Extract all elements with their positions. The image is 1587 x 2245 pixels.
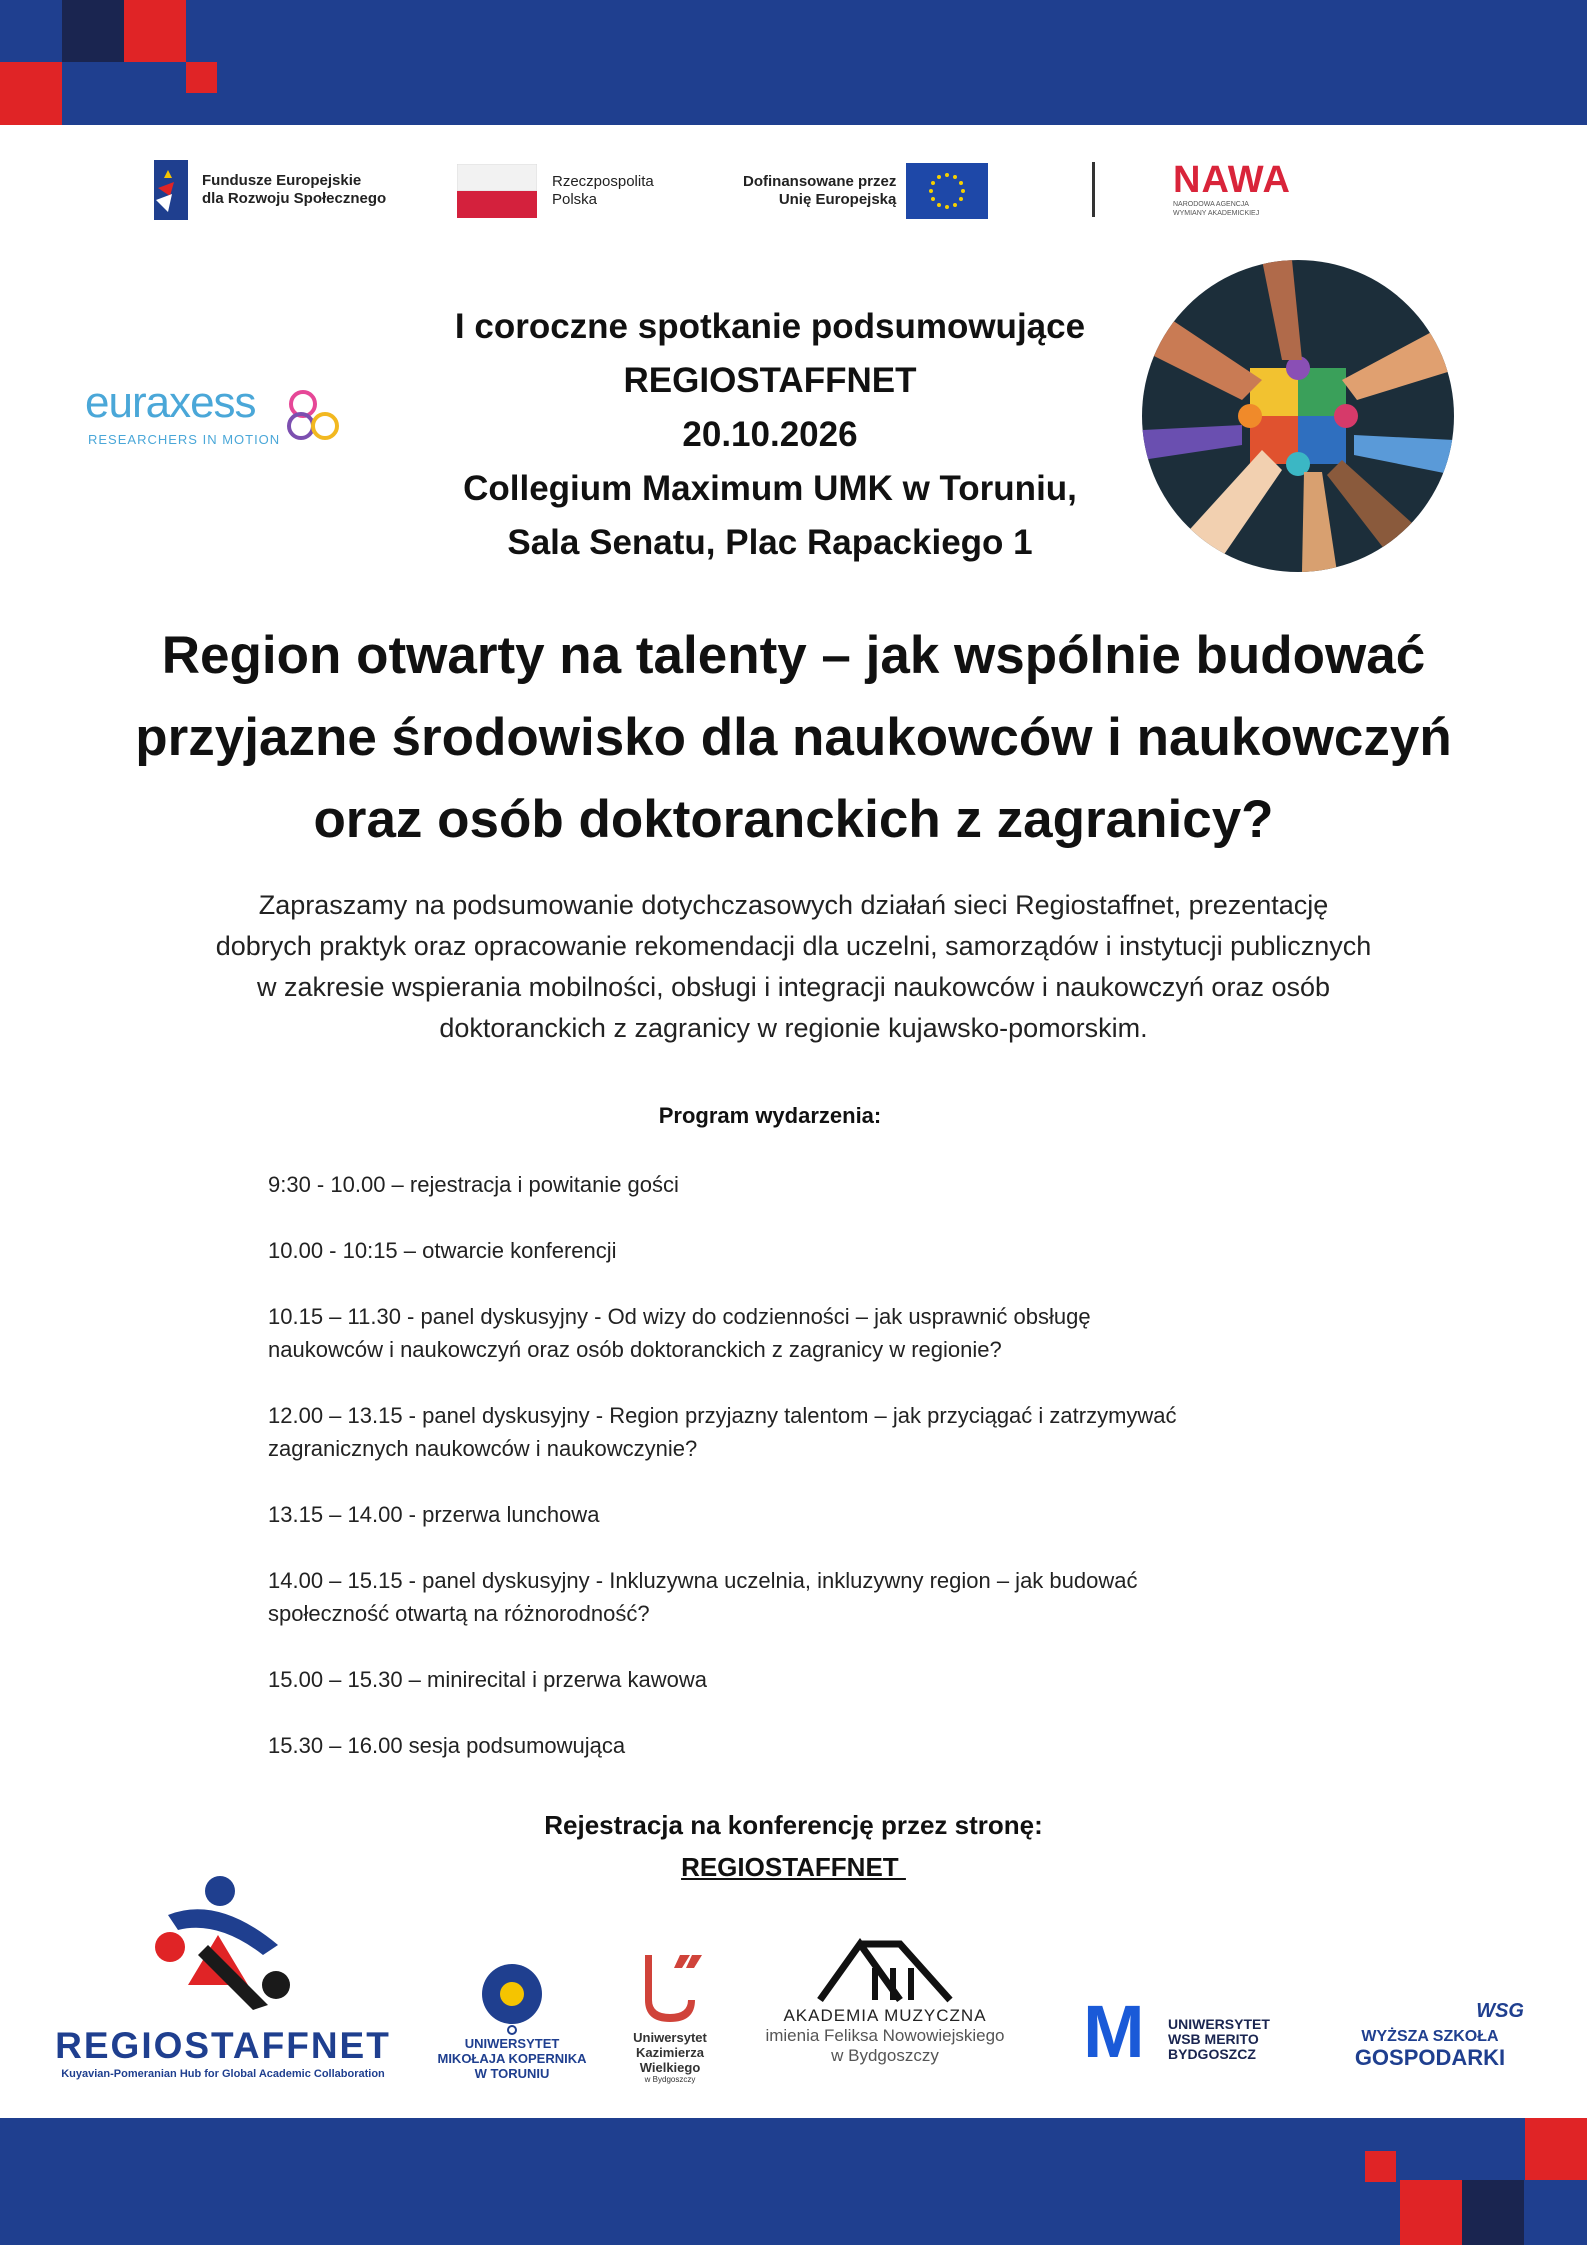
bottom-band: [0, 2118, 1587, 2245]
ukw-emblem-icon: [630, 1950, 710, 2030]
intro-line: Zapraszamy na podsumowanie dotychczasowych działań sieci Regiostaffnet, prezentację: [258, 890, 1329, 920]
intro-line: dobrych praktyk oraz opracowanie rekomendacji dla uczelni, samorządów i instytucji publicznych: [215, 931, 1372, 961]
registration-link[interactable]: REGIOSTAFFNET: [681, 1852, 906, 1882]
ue-label: Dofinansowane przez Unię Europejską: [743, 173, 897, 208]
intro-line: doktoranckich z zagranicy w regionie kujawsko-pomorskim.: [439, 1013, 1148, 1043]
decor-square: [1400, 2180, 1462, 2245]
top-band: [0, 0, 1587, 125]
euraxess-wordmark: euraxess: [85, 378, 256, 427]
logo-separator: [1092, 162, 1095, 217]
am-emblem-icon: [815, 1938, 955, 2006]
decor-square: [1462, 2180, 1524, 2245]
euraxess-tagline: RESEARCHERS IN MOTION: [88, 432, 281, 447]
ukw-logo: [620, 1950, 720, 2084]
event-date: 20.10.2026: [682, 415, 858, 454]
main-title: [80, 615, 1507, 861]
rp-logo: [457, 164, 654, 218]
main-title-line: oraz osób doktoranckich z zagranicy?: [313, 790, 1274, 849]
program-item: 13.15 – 14.00 - przerwa lunchowa: [268, 1502, 600, 1527]
euraxess-rings-icon: [285, 386, 345, 444]
decor-square: [62, 0, 124, 62]
registration-label: Rejestracja na konferencję przez stronę:: [544, 1810, 1043, 1840]
event-venue: Collegium Maximum UMK w Toruniu,: [463, 469, 1077, 508]
euraxess-logo: [85, 378, 355, 458]
program-item: 14.00 – 15.15 - panel dyskusyjny - Inkluzywna uczelnia, inkluzywny region – jak budować społeczność otwartą na różnorodność?: [268, 1568, 1138, 1626]
decor-square: [1365, 2151, 1396, 2182]
regiostaffnet-wordmark: REGIOSTAFFNET: [55, 2025, 391, 2066]
network-name: REGIOSTAFFNET: [623, 361, 917, 400]
event-header: [380, 300, 1160, 570]
wsg-top-text: WYŻSZA SZKOŁA: [1361, 2028, 1499, 2045]
intro-paragraph: [130, 885, 1457, 1049]
poland-flag-icon: [457, 164, 537, 218]
am-name: AKADEMIA MUZYCZNA: [783, 2006, 987, 2025]
intro-line: w zakresie wspierania mobilności, obsługi i integracji naukowców i naukowczyń oraz osób: [256, 972, 1330, 1002]
program-item: 10.00 - 10:15 – otwarcie konferencji: [268, 1238, 617, 1263]
wsb-merito-logo: [1083, 1990, 1303, 2073]
program-item: 15.30 – 16.00 sesja podsumowująca: [268, 1733, 626, 1758]
program-item: 9:30 - 10.00 – rejestracja i powitanie gości: [268, 1172, 679, 1197]
umk-emblem-icon: [477, 1962, 547, 2036]
regiostaffnet-tagline: Kuyavian-Pomeranian Hub for Global Academic Collaboration: [61, 2068, 385, 2080]
main-title-line: przyjazne środowisko dla naukowców i naukowczyń: [135, 708, 1452, 767]
program-item: 15.00 – 15.30 – minirecital i przerwa kawowa: [268, 1667, 708, 1692]
decor-square: [1525, 2118, 1587, 2180]
am-logo: [740, 1938, 1030, 2066]
nava-logo: [1173, 160, 1291, 218]
wsg-bottom-text: GOSPODARKI: [1354, 2045, 1506, 2070]
nava-wordmark: NAWA: [1173, 159, 1291, 201]
am-subtitle: imienia Feliksa Nowowiejskiego w Bydgoszczy: [765, 2026, 1005, 2065]
ukw-name: Uniwersytet Kazimierza Wielkiego: [633, 2030, 707, 2075]
eu-flag-icon: [906, 163, 988, 219]
program-item: 10.15 – 11.30 - panel dyskusyjny - Od wizy do codzienności – jak usprawnić obsługę naukowców i naukowczyń oraz osób doktoranckich z zagranicy w regionie?: [268, 1304, 1091, 1362]
program-item: 12.00 – 13.15 - panel dyskusyjny - Region przyjazny talentom – jak przyciągać i zatrzymywać zagranicznych naukowców i naukowczynie?: [268, 1403, 1177, 1461]
nava-subtitle: NARODOWA AGENCJA WYMIANY AKADEMICKIEJ: [1173, 201, 1260, 217]
main-title-line: Region otwarty na talenty – jak wspólnie budować: [161, 626, 1426, 685]
regiostaffnet-logo: [48, 1875, 398, 2085]
umk-name: UNIWERSYTET MIKOŁAJA KOPERNIKA W TORUNIU: [437, 2036, 587, 2081]
decor-square: [124, 0, 186, 62]
program-heading: Program wydarzenia:: [658, 1103, 882, 1128]
event-address: Sala Senatu, Plac Rapackiego 1: [507, 523, 1033, 562]
fe-flag-icon: [150, 156, 192, 224]
fe-label: Fundusze Europejskie dla Rozwoju Społecznego: [202, 172, 387, 207]
funders-logos-row: [150, 150, 1330, 230]
umk-logo: [432, 1962, 592, 2081]
wsg-logo: [1330, 2000, 1530, 2072]
wsb-merito-letter: M: [1083, 1990, 1145, 2073]
regiostaffnet-figure-icon: [148, 1875, 298, 2015]
wsb-merito-name: UNIWERSYTET WSB MERITO BYDGOSZCZ: [1168, 2016, 1270, 2062]
event-name: I coroczne spotkanie podsumowujące: [454, 307, 1086, 346]
puzzle-hands-image: [1142, 260, 1454, 572]
ue-logo: [743, 163, 988, 219]
decor-square: [186, 62, 217, 93]
ukw-city: w Bydgoszczy: [644, 2075, 696, 2084]
wsg-badge: WSG: [1476, 2000, 1524, 2022]
rp-label: Rzeczpospolita Polska: [552, 173, 654, 208]
program-list: [268, 1168, 1368, 1795]
decor-square: [0, 62, 62, 125]
fe-logo: [150, 156, 386, 224]
